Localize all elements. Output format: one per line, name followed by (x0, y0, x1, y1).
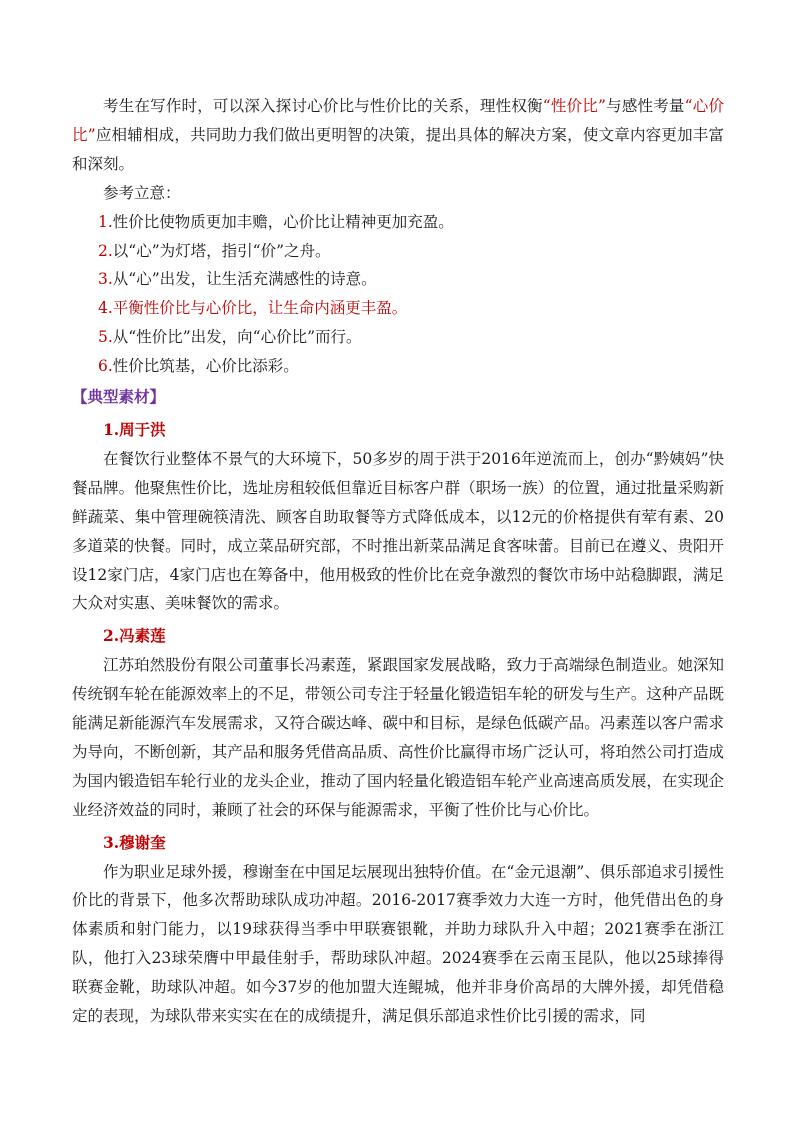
person-body: 江苏珀然股份有限公司董事长冯素莲，紧跟国家发展战略，致力于高端绿色制造业。她深知传统钢车轮在能源效率上的不足，带领公司专注于轻量化锻造铝车轮的研发与生产。这种产品既能满足新能源汽车发展需求，又符合碳达峰、碳中和目标，是绿色低碳产品。冯素莲以客户需求为导向，不断创新，其产品和服务凭借高品质、高性价比赢得市场广泛认可，将珀然公司打造成为国内锻造铝车轮行业的龙头企业，推动了国内轻量化锻造铝车轮产业高速高质发展，在实现企业经济效益的同时，兼顾了社会的环保与能源需求，平衡了性价比与心价比。 (72, 656, 724, 819)
intro-text-a: 考生在写作时，可以深入探讨心价比与性价比的关系，理性权衡 (103, 97, 543, 115)
person-heading: 2.冯素莲 (103, 626, 166, 646)
reference-item-number: 3. (98, 270, 113, 289)
reference-item-number: 6. (98, 357, 113, 376)
intro-text-c: 应相辅相成，共同助力我们做出更明智的决策，提出具体的解决方案，使文章内容更加丰富和深刻。 (72, 125, 724, 173)
reference-item (72, 208, 724, 237)
reference-item-text: 平衡性价比与心价比，让生命内涵更丰盈。 (112, 299, 408, 318)
reference-item-text: 从“心”出发，让生活充满感性的诗意。 (112, 270, 377, 289)
reference-item (72, 237, 724, 266)
materials-section-title: 【典型素材】 (72, 387, 166, 407)
person-body: 作为职业足球外援，穆谢奎在中国足坛展现出独特价值。在“金元退潮”、俱乐部追求引援性价比的背景下，他多次帮助球队成功冲超。2016-2017赛季效力大连一方时，他凭借出色的身体素质和射门能力，以19球获得当季中甲联赛银靴，并助力球队升入中超；2021赛季在浙江队，他打入23球荣膺中甲最佳射手，帮助球队冲超。2024赛季在云南玉昆队，他以25球捧得联赛金靴，助球队冲超。如今37岁的他加盟大连鲲城，他并非身价高昂的大牌外援，却凭借稳定的表现，为球队带来实实在在的成绩提升，满足俱乐部追求性价比引援的需求，同 (72, 862, 724, 1026)
reference-item (72, 294, 724, 323)
reference-item-number: 1. (98, 212, 113, 231)
reference-item (72, 352, 724, 381)
person-heading: 1.周于洪 (103, 419, 166, 439)
reference-item-number: 5. (98, 328, 113, 347)
intro-text-b: 与感性考量 (605, 97, 685, 115)
intro-quote-xingjiabi: “性价比” (542, 97, 606, 115)
reference-item (72, 323, 724, 352)
reference-item-number: 2. (98, 241, 113, 260)
reference-title: 参考立意： (103, 183, 181, 202)
reference-item-text: 性价比使物质更加丰赡，心价比让精神更加充盈。 (112, 212, 454, 231)
reference-item-text: 性价比筑基，心价比添彩。 (112, 357, 299, 376)
person-heading: 3.穆谢奎 (103, 832, 166, 852)
intro-paragraph (72, 92, 724, 179)
reference-item-text: 从“性价比”出发，向“心价比”而行。 (112, 328, 362, 347)
reference-item-number: 4. (98, 299, 113, 318)
reference-item-text: 以“心”为灯塔，指引“价”之舟。 (112, 241, 331, 260)
person-body: 在餐饮行业整体不景气的大环境下，50多岁的周于洪于2016年逆流而上，创办“黔姨妈”快餐品牌。他聚焦性价比，选址房租较低但靠近目标客户群（职场一族）的位置，通过批量采购新鲜蔬菜、集中管理碗筷清洗、顾客自助取餐等方式降低成本，以12元的价格提供有荤有素、20多道菜的快餐。同时，成立菜品研究部，不时推出新菜品满足食客味蕾。目前已在遵义、贵阳开设12家门店，4家门店也在筹备中，他用极致的性价比在竞争激烈的餐饮市场中站稳脚跟，满足大众对实惠、美味餐饮的需求。 (72, 449, 724, 613)
document-page (72, 92, 724, 1031)
reference-item (72, 265, 724, 294)
intro-quote-xinjiabi: “心价比” (72, 97, 724, 144)
